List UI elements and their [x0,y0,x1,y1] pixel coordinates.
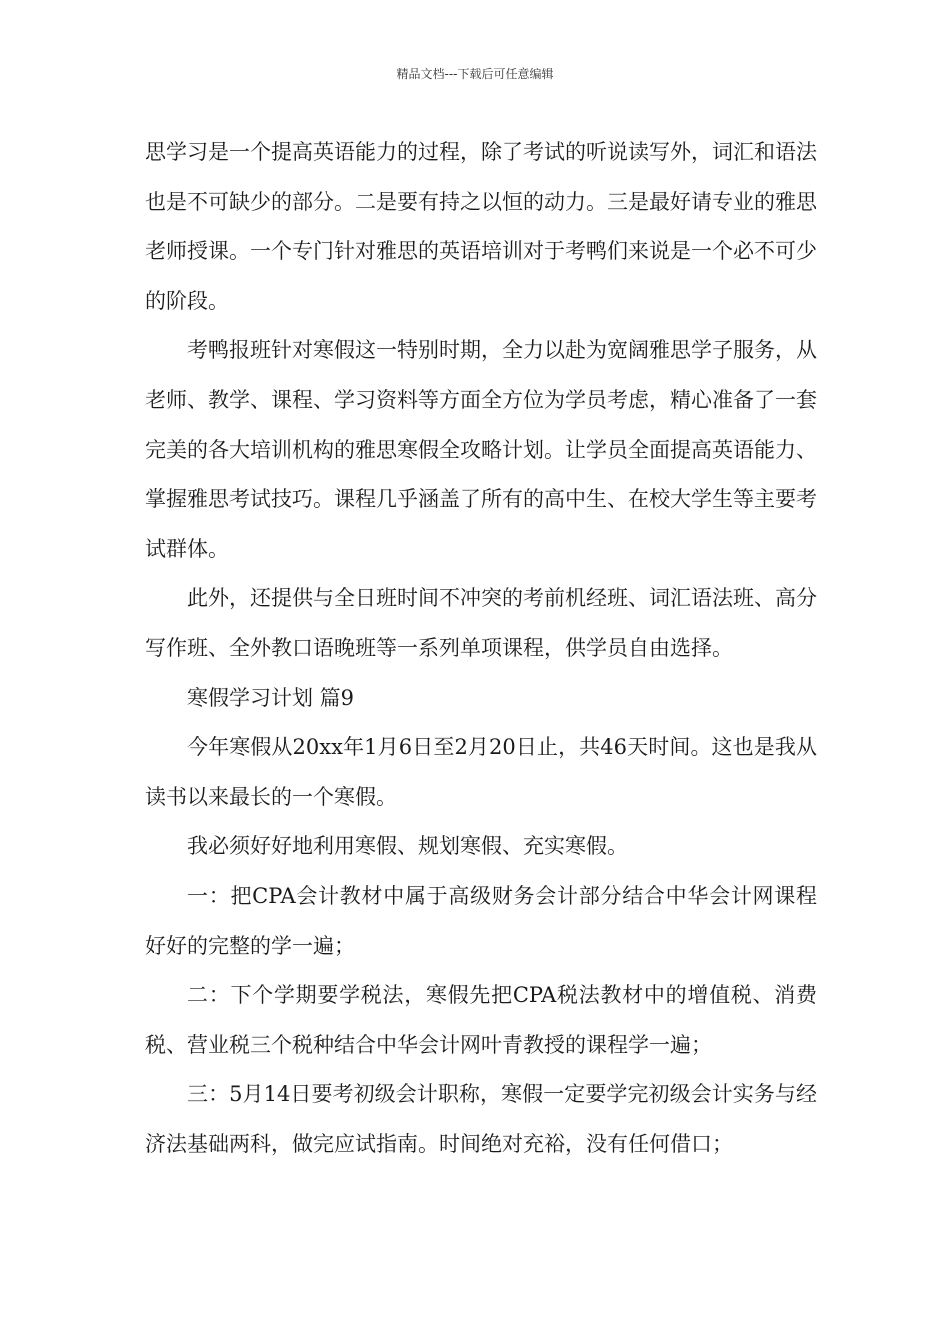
page-header: 精品文档---下载后可任意编辑 [396,67,554,81]
paragraph-4: 今年寒假从20xx年1月6日至2月20日止，共46天时间。这也是我从读书以来最长的一个寒假。 [145,735,817,809]
paragraph-5: 我必须好好地利用寒假、规划寒假、充实寒假。 [187,834,628,859]
paragraph-2: 考鸭报班针对寒假这一特别时期，全力以赴为宽阔雅思学子服务，从老师、教学、课程、学习资料等方面全方位为学员考虑，精心准备了一套完美的各大培训机构的雅思寒假全攻略计划。让学员全面提高英语能力、掌握雅思考试技巧。课程几乎涵盖了所有的高中生、在校大学生等主要考试群体。 [145,338,817,561]
plan-item-2: 二：下个学期要学税法，寒假先把CPA税法教材中的增值税、消费税、营业税三个税种结合中华会计网叶青教授的课程学一遍； [145,983,817,1057]
plan-item-1: 一：把CPA会计教材中属于高级财务会计部分结合中华会计网课程好好的完整的学一遍； [145,883,817,958]
section-heading: 寒假学习计划 篇9 [187,685,355,710]
document-body [145,128,817,1169]
paragraph-3: 此外，还提供与全日班时间不冲突的考前机经班、词汇语法班、高分写作班、全外教口语晚班等一系列单项课程，供学员自由选择。 [145,586,817,660]
plan-item-3: 三：5月14日要考初级会计职称，寒假一定要学完初级会计实务与经济法基础两科，做完应试指南。时间绝对充裕，没有任何借口； [145,1082,817,1156]
paragraph-1: 思学习是一个提高英语能力的过程，除了考试的听说读写外，词汇和语法也是不可缺少的部分。二是要有持之以恒的动力。三是最好请专业的雅思老师授课。一个专门针对雅思的英语培训对于考鸭们来说是一个必不可少的阶段。 [145,140,817,313]
